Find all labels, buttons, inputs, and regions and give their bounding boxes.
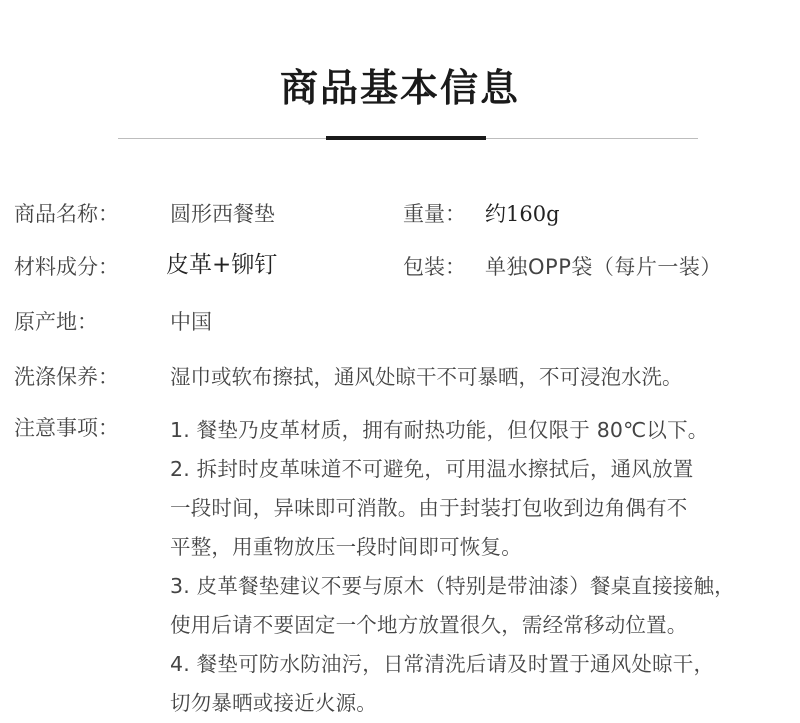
note-line: 使用后请不要固定一个地方放置很久，需经常移动位置。	[170, 613, 688, 637]
weight-value: 约160g	[485, 202, 560, 226]
care-value: 湿巾或软布擦拭，通风处晾干不可暴晒，不可浸泡水洗。	[170, 365, 683, 389]
packaging-value: 单独OPP袋（每片一装）	[485, 255, 722, 279]
origin-label: 原产地：	[14, 310, 98, 334]
name-label: 商品名称：	[14, 202, 119, 226]
note-line: 4. 餐垫可防水防油污，日常清洗后请及时置于通风处晾干，	[170, 652, 715, 676]
note-line: 平整，用重物放压一段时间即可恢复。	[170, 535, 522, 559]
origin-value: 中国	[170, 310, 212, 334]
page-title: 商品基本信息	[279, 66, 520, 110]
note-line: 切勿暴晒或接近火源。	[170, 691, 377, 715]
name-value: 圆形西餐垫	[170, 202, 275, 226]
note-line: 1. 餐垫乃皮革材质，拥有耐热功能，但仅限于 80℃以下。	[170, 418, 709, 442]
material-value: 皮革+铆钉	[166, 252, 278, 278]
care-label: 洗涤保养：	[14, 365, 119, 389]
notes-list	[170, 411, 795, 723]
weight-label: 重量：	[403, 202, 466, 226]
title-divider-accent	[326, 136, 486, 140]
material-label: 材料成分：	[14, 255, 119, 279]
note-line: 3. 皮革餐垫建议不要与原木（特别是带油漆）餐桌直接接触，	[170, 574, 735, 598]
notes-label: 注意事项：	[14, 416, 119, 440]
note-line: 一段时间，异味即可消散。由于封装打包收到边角偶有不	[170, 496, 688, 520]
note-line: 2. 拆封时皮革味道不可避免，可用温水擦拭后，通风放置	[170, 457, 694, 481]
packaging-label: 包装：	[403, 255, 466, 279]
